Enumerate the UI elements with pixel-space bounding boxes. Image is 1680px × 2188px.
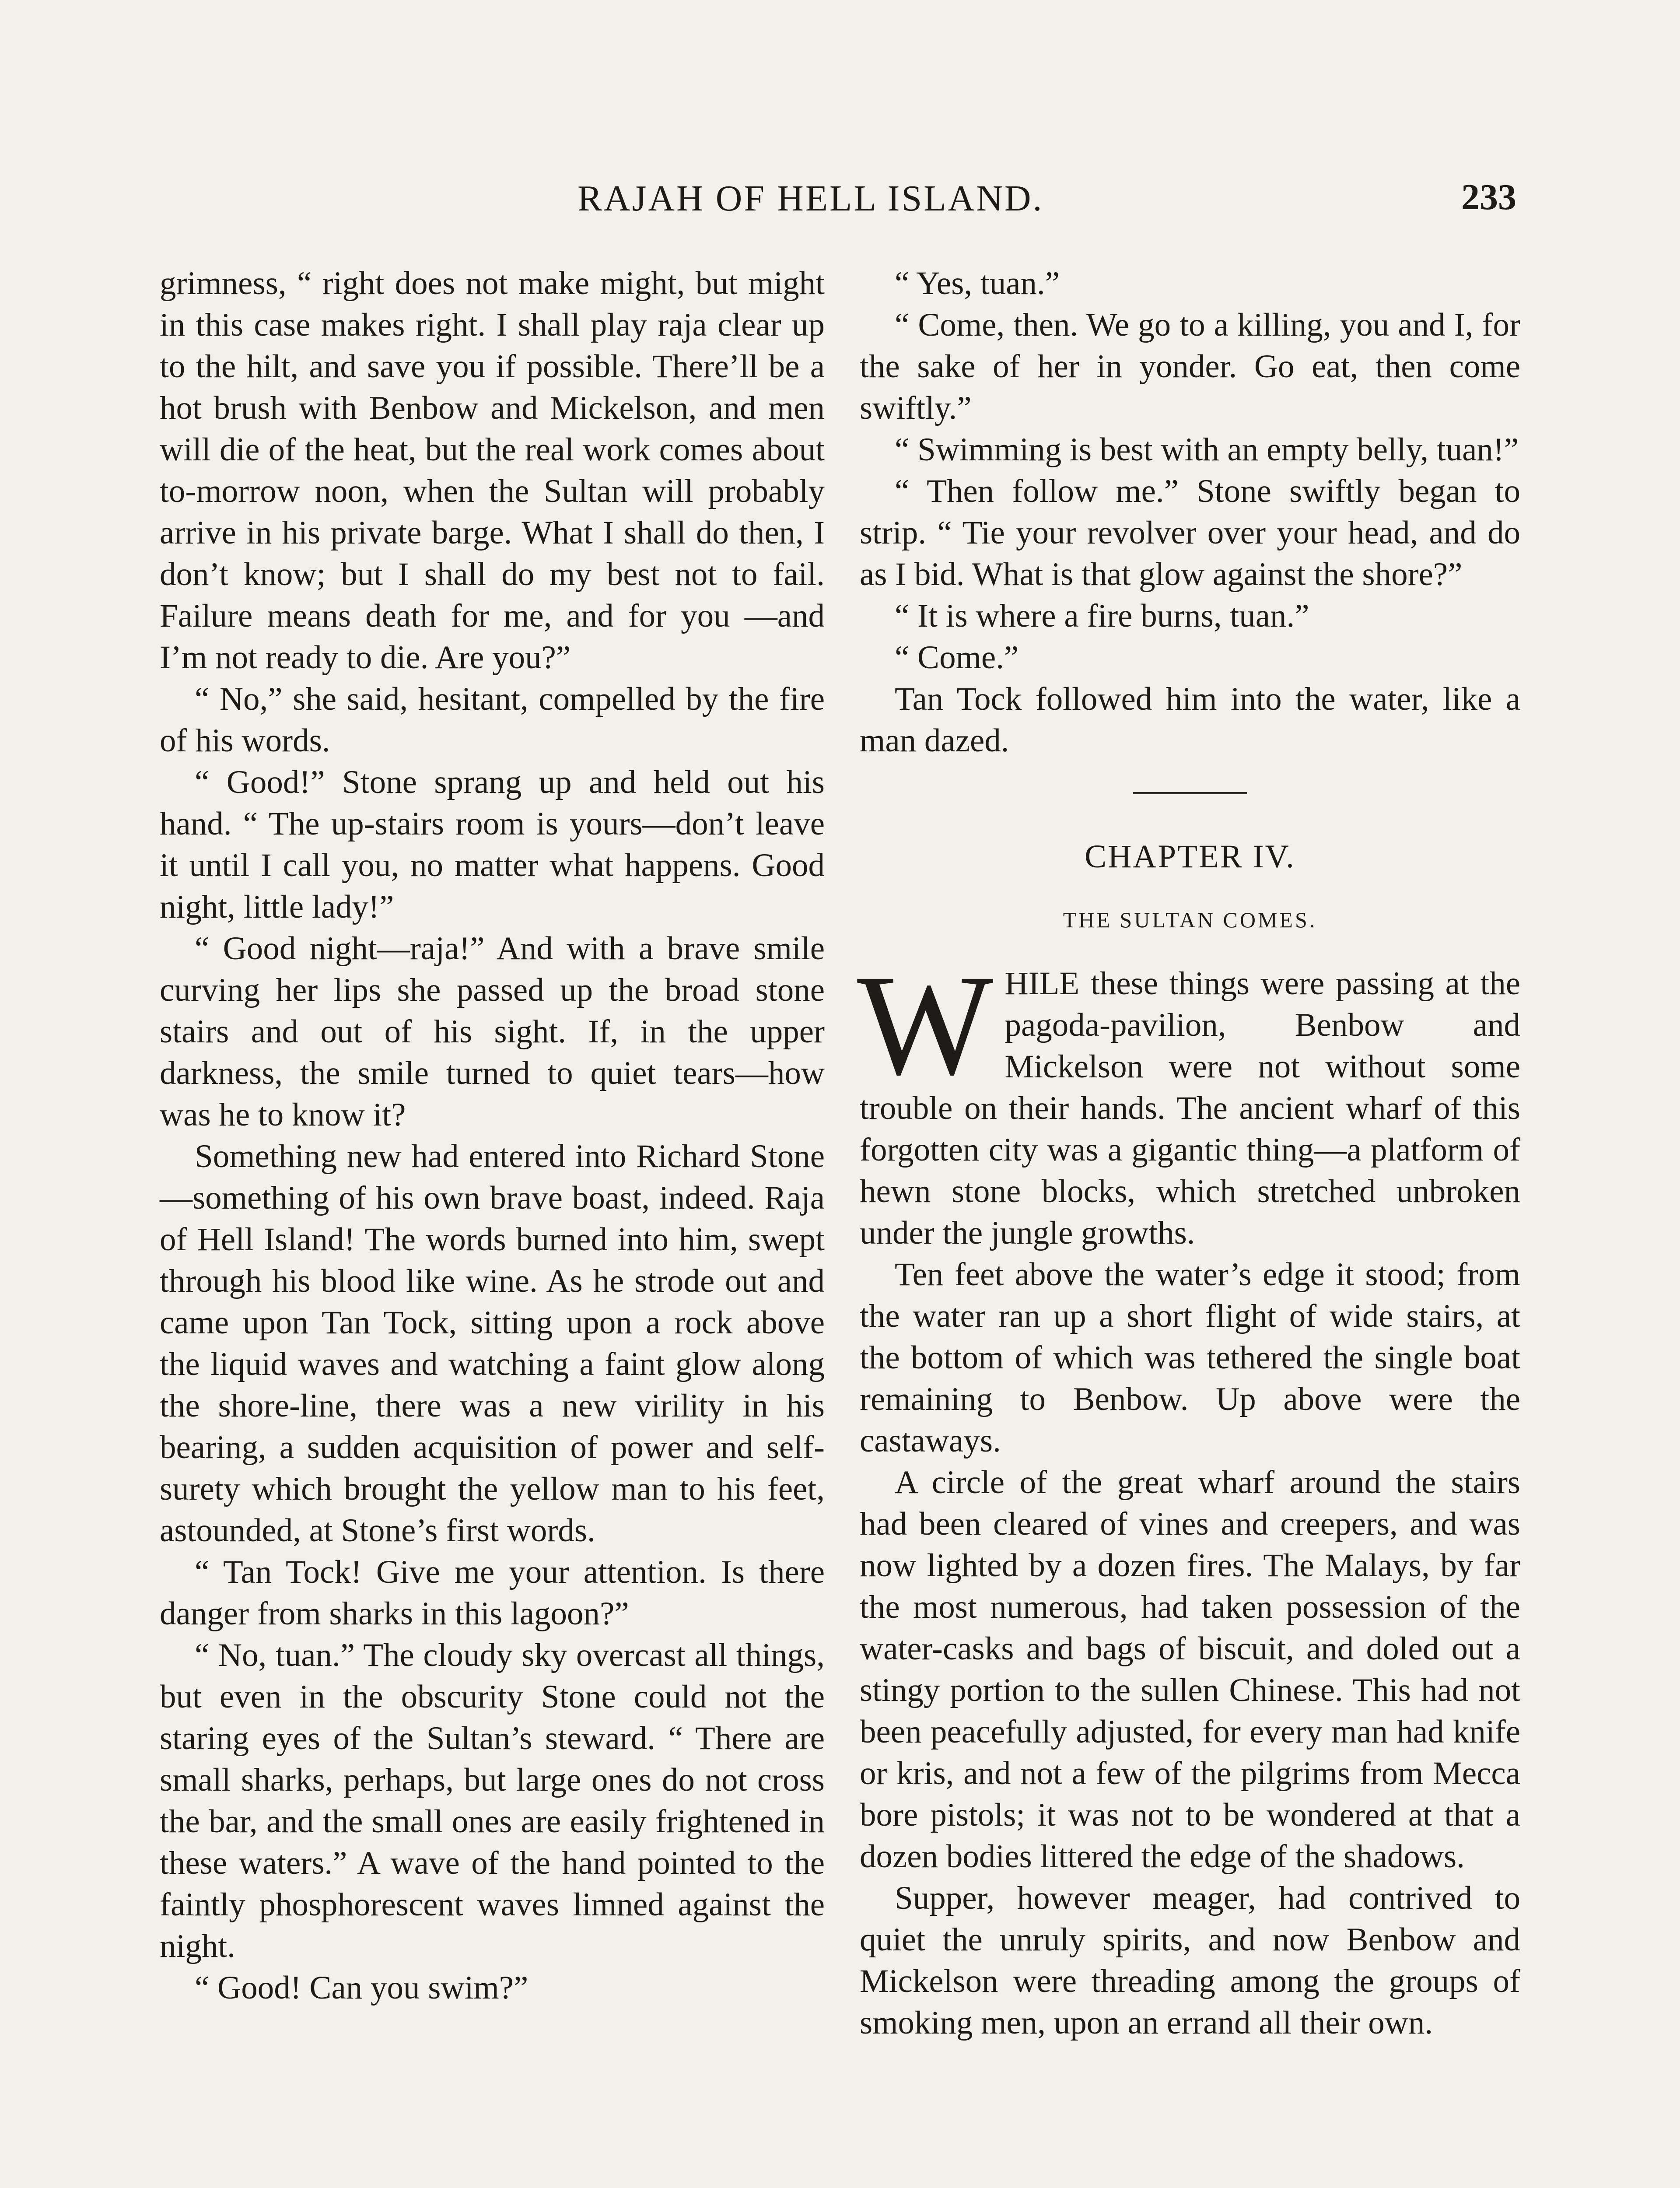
paragraph: Supper, however meager, had contrived to quiet the unruly spirits, and now Benbow and Mickelson were threading among the groups of smoking men, upon an errand all their own. — [860, 1880, 1520, 2041]
paragraph: “ Good! Can you swim?” — [195, 1970, 528, 2006]
paragraph: A circle of the great wharf around the stairs had been cleared of vines and creepers, and was now lighted by a dozen fires. The Malays, by far the most numerous, had taken possession of the water-casks and bags of biscuit, and doled out a stingy portion to the sullen Chinese. This had not been peacefully adjusted, for every man had knife or kris, and not a few of the pilgrims from Mecca bore pistols; it was not to be wondered at that a dozen bodies littered the edge of the shadows. — [860, 1464, 1520, 1875]
paragraph: “ No, tuan.” The cloudy sky overcast all things, but even in the obscurity Stone could not the staring eyes of the Sultan’s steward. “ There are small sharks, perhaps, but large ones do not cross the bar, and the small ones are easily frightened in these waters.” A wave of the hand pointed to the faintly phosphorescent waves limned against the night. — [160, 1637, 825, 1964]
paragraph: “ No,” she said, hesitant, compelled by the fire of his words. — [160, 681, 825, 759]
opening-text: HILE these things were passing at the pagoda-pavilion, Benbow and Mickelson were not without some trouble on their hands. The ancient wharf of this forgotten city was a gigantic thing—a platform of hewn stone blocks, which stretched unbroken under the jungle growths. — [860, 965, 1520, 1251]
chapter-title: CHAPTER IV. — [1085, 838, 1295, 875]
right-column — [857, 263, 1520, 2044]
paragraph: “ Good!” Stone sprang up and held out his hand. “ The up-stairs room is yours—don’t leave it until I call you, no matter what happens. Good night, little lady!” — [160, 764, 825, 925]
paragraph: “ Yes, tuan.” — [895, 265, 1060, 302]
running-head-title: RAJAH OF HELL ISLAND. — [578, 178, 1044, 219]
paragraph: Ten feet above the water’s edge it stood; from the water ran up a short flight of wide stairs, at the bottom of which was tethered the single boat remaining to Benbow. Up above were the castaways. — [860, 1256, 1520, 1459]
paragraph: “ It is where a fire burns, tuan.” — [895, 598, 1309, 634]
chapter-opening — [857, 945, 1520, 1254]
paragraph: “ Tan Tock! Give me your attention. Is there danger from sharks in this lagoon?” — [160, 1554, 825, 1632]
paragraph: Tan Tock followed him into the water, like a man dazed. — [860, 681, 1520, 759]
paragraph: grimness, “ right does not make might, but might in this case makes right. I shall play raja clear up to the hilt, and save you if possible. There’ll be a hot brush with Benbow and Mickelson, and men will die of the heat, but the real work comes about to-morrow noon, when the Sultan will probably arrive in his private barge. What I shall do then, I don’t know; but I shall do my best not to fail. Failure means death for me, and for you —and I’m not ready to die. Are you?” — [160, 265, 825, 676]
drop-cap: W — [857, 945, 994, 1105]
paragraph: “ Then follow me.” Stone swiftly began to strip. “ Tie your revolver over your head, and do as I bid. What is that glow against the shore?” — [860, 473, 1520, 593]
paragraph: “ Good night—raja!” And with a brave smile curving her lips she passed up the broad stone stairs and out of his sight. If, in the upper darkness, the smile turned to quiet tears—how was he to know it? — [160, 930, 825, 1133]
section-divider — [1133, 792, 1247, 794]
paragraph: “ Swimming is best with an empty belly, tuan!” — [895, 431, 1519, 468]
paragraph: “ Come, then. We go to a killing, you and I, for the sake of her in yonder. Go eat, then come swiftly.” — [860, 307, 1520, 426]
chapter-subtitle: THE SULTAN COMES. — [1063, 908, 1317, 932]
opening-paragraph — [857, 945, 1520, 1254]
paragraph: “ Come.” — [895, 639, 1019, 676]
page-number: 233 — [1461, 177, 1516, 217]
paragraph: Something new had entered into Richard Stone—something of his own brave boast, indeed. Raja of Hell Island! The words burned into him, swept through his blood like wine. As he strode out and came upon Tan Tock, sitting upon a rock above the liquid waves and watching a faint glow along the shore-line, there was a new virility in his bearing, a sudden acquisition of power and self-surety which brought the yellow man to his feet, astounded, at Stone’s first words. — [160, 1138, 825, 1549]
left-column — [160, 263, 825, 2009]
